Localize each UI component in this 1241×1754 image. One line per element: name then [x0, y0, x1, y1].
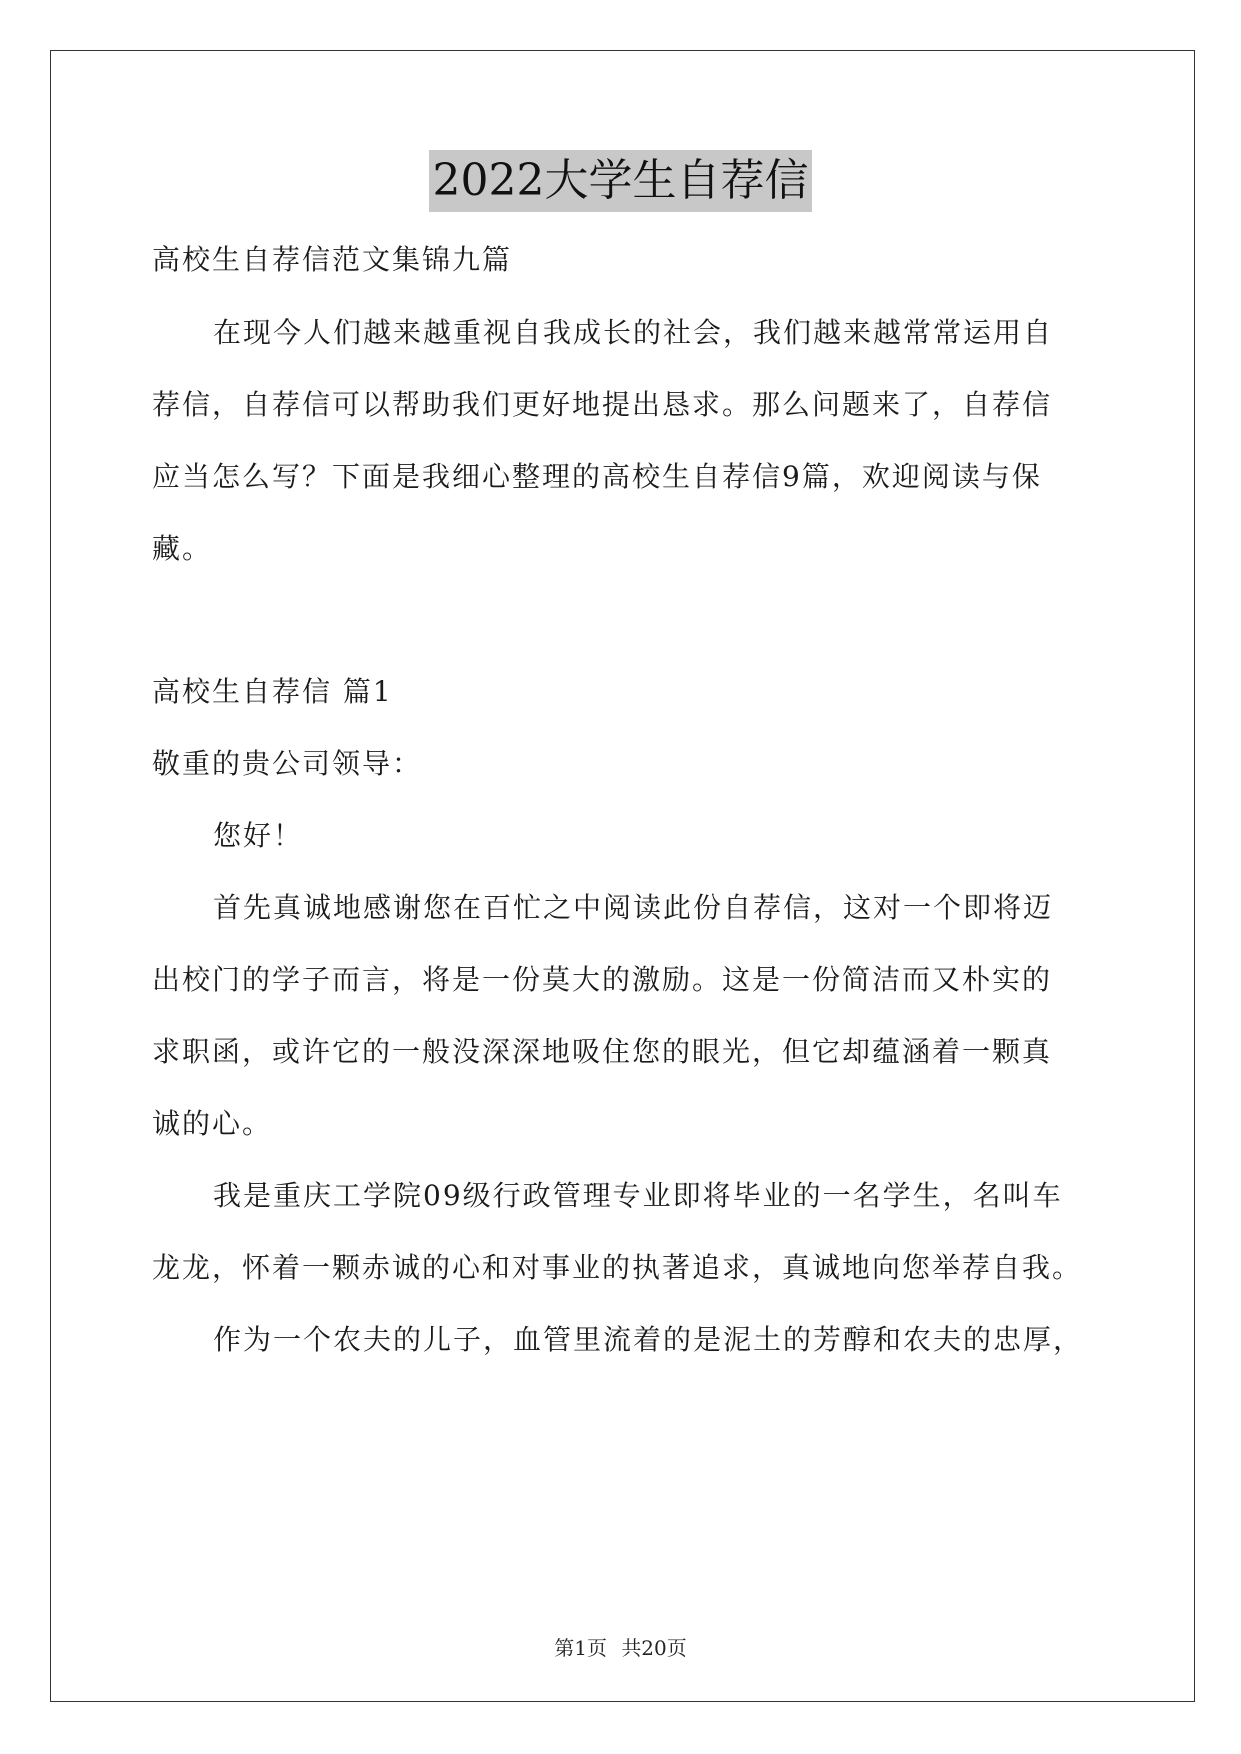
page-border: [50, 50, 1195, 1702]
paragraph-line: 应当怎么写？下面是我细心整理的高校生自荐信9篇，欢迎阅读与保: [152, 460, 1042, 493]
greeting: 您好！: [213, 819, 304, 852]
paragraph-line: 藏。: [152, 532, 213, 565]
salutation: 敬重的贵公司领导：: [152, 747, 423, 780]
paragraph-line: 诚的心。: [152, 1107, 273, 1140]
subtitle-line: 高校生自荐信范文集锦九篇: [152, 243, 513, 276]
page-number: 第1页: [554, 1636, 607, 1660]
paragraph-line: 在现今人们越来越重视自我成长的社会，我们越来越常常运用自: [213, 316, 1054, 349]
section-heading: 高校生自荐信 篇1: [152, 675, 393, 708]
paragraph-line: 龙龙，怀着一颗赤诚的心和对事业的执著追求，真诚地向您举荐自我。: [152, 1251, 1083, 1284]
page-footer: [0, 1632, 1241, 1661]
paragraph-line: 作为一个农夫的儿子，血管里流着的是泥土的芳醇和农夫的忠厚，: [213, 1323, 1084, 1356]
title-container: [0, 150, 1241, 212]
paragraph-line: 求职函，或许它的一般没深深地吸住您的眼光，但它却蕴涵着一颗真: [152, 1035, 1053, 1068]
paragraph-line: 荐信，自荐信可以帮助我们更好地提出恳求。那么问题来了，自荐信: [152, 388, 1053, 421]
paragraph-line: 出校门的学子而言，将是一份莫大的激励。这是一份简洁而又朴实的: [152, 963, 1053, 996]
document-title: 2022大学生自荐信: [429, 150, 813, 212]
paragraph-line: 我是重庆工学院09级行政管理专业即将毕业的一名学生，名叫车: [213, 1179, 1063, 1212]
paragraph-line: 首先真诚地感谢您在百忙之中阅读此份自荐信，这对一个即将迈: [213, 891, 1054, 924]
page-total: 共20页: [621, 1636, 687, 1660]
